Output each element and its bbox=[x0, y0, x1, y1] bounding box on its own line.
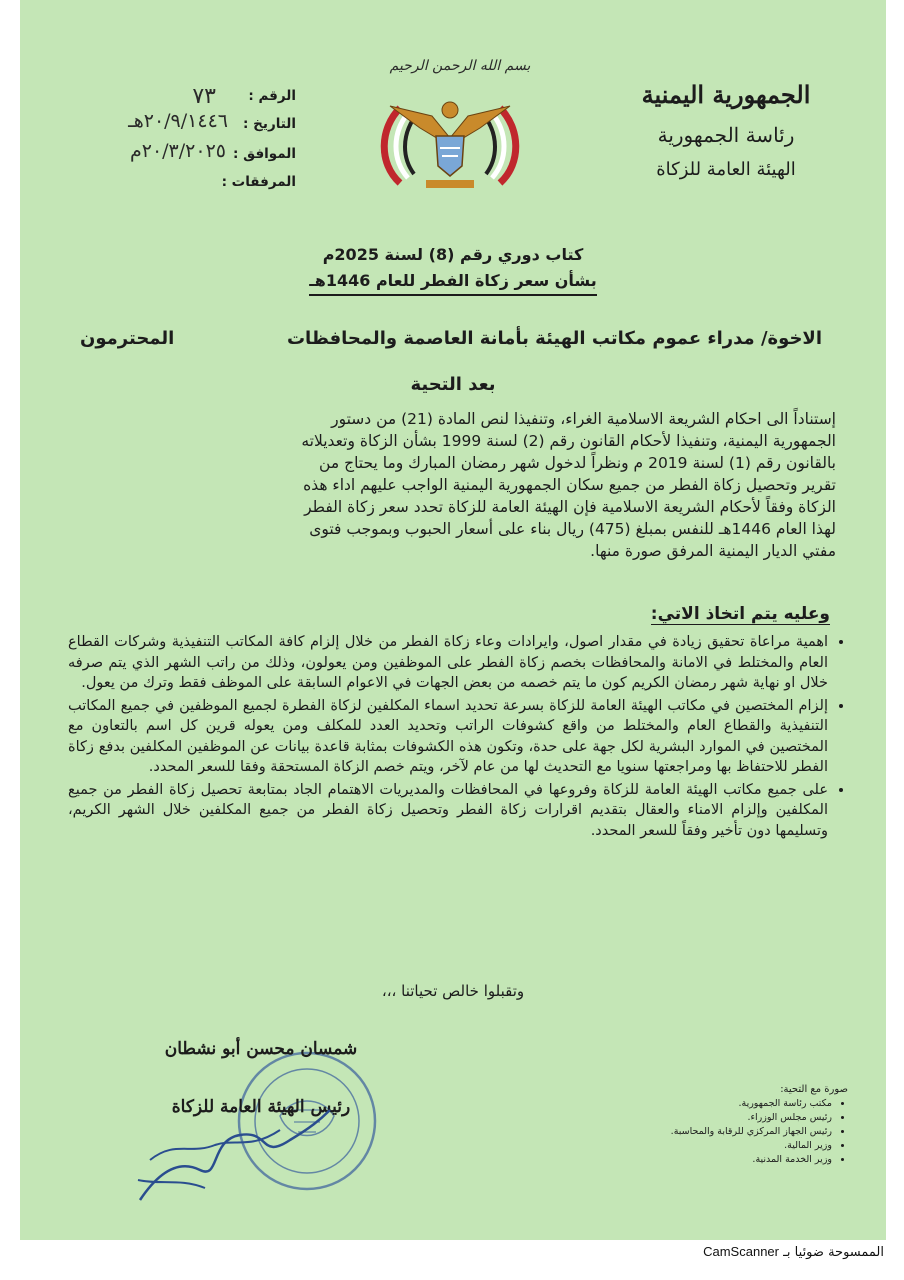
ref-number-value: ٧٣ bbox=[192, 84, 216, 109]
addressee-honorific: المحترمون bbox=[80, 328, 175, 349]
scanner-brand: CamScanner bbox=[703, 1244, 779, 1259]
ref-att-label: المرفقات : bbox=[221, 174, 296, 190]
handwritten-signature bbox=[120, 1100, 340, 1210]
signatory-title: رئيس الهيئة العامة للزكاة bbox=[171, 1097, 351, 1117]
title-line-1: كتاب دوري رقم (8) لسنة 2025م bbox=[322, 245, 584, 264]
closing-line: وتقبلوا خالص تحياتنا ،،، bbox=[381, 982, 525, 1000]
document-title bbox=[20, 242, 886, 296]
scanner-label: الممسوحة ضوئيا بـ bbox=[783, 1245, 884, 1260]
ref-number-label: الرقم : bbox=[248, 88, 296, 104]
cc-item: • رئيس الجهاز المركزي للرقابة والمحاسبة. bbox=[598, 1125, 832, 1139]
ref-number-row bbox=[60, 84, 296, 110]
cc-item: • وزير الخدمة المدنية. bbox=[598, 1153, 832, 1167]
org-line-1: الجمهورية اليمنية bbox=[641, 80, 811, 109]
cc-item: • رئيس مجلس الوزراء. bbox=[598, 1111, 832, 1125]
action-heading: وعليه يتم اتخاذ الاتي: bbox=[650, 604, 830, 624]
ref-date-value: ٢٠/٩/١٤٤٦هـ bbox=[128, 110, 228, 132]
cc-block bbox=[598, 1084, 848, 1167]
scanner-footer bbox=[703, 1244, 884, 1260]
bismillah: بسم الله الرحمن الرحيم bbox=[389, 58, 531, 74]
addressee-line bbox=[80, 328, 822, 349]
action-item: • اهمية مراعاة تحقيق زيادة في مقدار اصول، وايرادات وعاء زكاة الفطر من خلال إلزام كافة المكاتب التنفيذية وشركات القطاع العام والمختلط في الامانة والمحافظات بخصم زكاة الفطر على الموظفين ومن يعولون، وذلك من راتب الشهر الذي يتم صرفه خلال او نهاية شهر رمضان الكريم كون ما يتم خصمه من بعض الجهات في الاعوام السابقة على الموظف فقط وترك من يعول. bbox=[68, 632, 828, 694]
ref-corr-label: الموافق : bbox=[233, 146, 296, 162]
state-emblem bbox=[370, 88, 530, 198]
org-header bbox=[626, 80, 826, 184]
intro-line: لهذا العام 1446هـ للنفس بمبلغ (475) ريال بناء على أسعار الحبوب وبموجب فتوى bbox=[309, 520, 836, 538]
ref-corr-value: ٢٠/٣/٢٠٢٥م bbox=[129, 140, 226, 162]
cc-list bbox=[598, 1097, 848, 1167]
cc-heading: صورة مع التحية: bbox=[780, 1084, 848, 1095]
reference-block bbox=[60, 84, 296, 196]
action-list bbox=[68, 632, 846, 843]
cc-item: • مكتب رئاسة الجمهورية. bbox=[598, 1097, 832, 1111]
signatory-name: شمسان محسن أبو نشطان bbox=[164, 1039, 358, 1059]
greeting: بعد التحية bbox=[410, 374, 496, 395]
ref-date-label: التاريخ : bbox=[243, 116, 296, 132]
intro-line: مفتي الديار اليمنية المرفق صورة منها. bbox=[590, 542, 836, 560]
intro-line: بالقانون رقم (1) لسنة 2019 م ونظراً لدخول شهر رمضان المبارك وما يحتاج من bbox=[319, 454, 836, 472]
cc-item: • وزير المالية. bbox=[598, 1139, 832, 1153]
intro-line: الزكاة وفقاً لأحكام الشريعة الاسلامية فإن الهيئة العامة للزكاة تحدد سعر زكاة الفطر bbox=[304, 498, 836, 516]
org-line-3: الهيئة العامة للزكاة bbox=[656, 159, 796, 180]
org-line-2: رئاسة الجمهورية bbox=[657, 123, 795, 147]
title-line-2: بشأن سعر زكاة الفطر للعام 1446هـ bbox=[309, 268, 596, 296]
action-item: • على جميع مكاتب الهيئة العامة للزكاة وفروعها في المحافظات والمديريات الاهتمام الجاد بمتابعة تحصيل زكاة الفطر من جميع المكلفين وإلزام الامناء والعقال بتقديم اقرارات زكاة الفطر وتحصيل زكاة الفطر من جميع المكلفين خلال الشهر الكريم، وتسليمها دون تأخير وفقاً للسعر المحدد. bbox=[68, 780, 828, 842]
letter-page bbox=[20, 0, 886, 1240]
addressee-text: الاخوة/ مدراء عموم مكاتب الهيئة بأمانة العاصمة والمحافظات bbox=[286, 328, 822, 349]
ref-date-row bbox=[60, 110, 296, 140]
intro-line: تقرير وتحصيل زكاة الفطر من جميع سكان الجمهورية اليمنية الواجب عليهم اداء هذه bbox=[303, 476, 836, 494]
ref-att-row bbox=[60, 170, 296, 196]
action-item: • إلزام المختصين في مكاتب الهيئة العامة للزكاة بسرعة تحديد اسماء المكلفين لزكاة الفطرة لجميع الموظفين في جميع المكاتب التنفيذية والقطاع العام والمختلط من واقع كشوفات الراتب وتحديد العدد للمكلف ومن يعوله قرين كل اسم بالتعاون مع المختصين في الموارد البشرية لكل جهة على حدة، وتكون هذه الكشوفات بمثابة قاعدة بيانات عن الموظفين المكلفين بدفع زكاة الفطر للاحتفاظ بها ومراجعتها سنويا مع التحديث لها من عام لآخر، ويتم خصم الزكاة المستحقة وفقا للسعر المحدد. bbox=[68, 696, 828, 778]
intro-paragraph bbox=[70, 408, 836, 562]
intro-line: إستناداً الى احكام الشريعة الاسلامية الغراء، وتنفيذا لنص المادة (21) من دستور bbox=[331, 410, 836, 428]
ref-corr-row bbox=[60, 140, 296, 170]
intro-line: الجمهورية اليمنية، وتنفيذا لأحكام القانون رقم (2) لسنة 1999 بشأن الزكاة وتعديلاته bbox=[301, 432, 836, 450]
